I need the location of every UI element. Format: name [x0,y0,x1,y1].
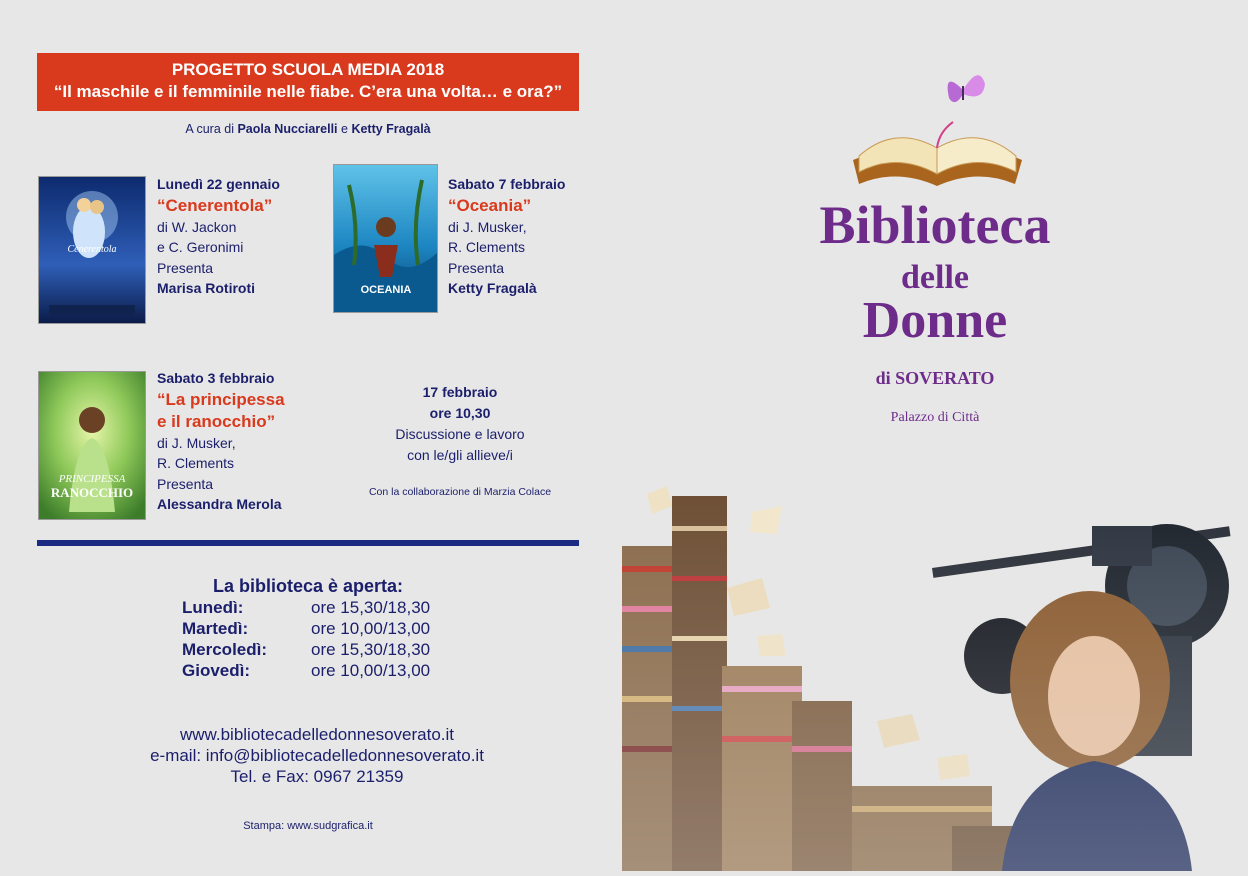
event-presenter: Alessandra Merola [157,496,282,512]
library-title-line2: delle [901,259,969,296]
poster-oceania-art [334,165,437,312]
contact-block [37,724,597,787]
curators-prefix: A cura di [185,122,238,136]
poster-oceania-label: OCEANIA [360,284,412,296]
hours-title: La biblioteca è aperta: [212,576,404,596]
hours-day: Martedì: [182,619,249,638]
discussion-date: 17 febbraio [422,384,498,400]
collage-image [622,486,1248,871]
phone-number: Tel. e Fax: 0967 21359 [230,767,404,786]
discussion-block [360,382,560,466]
email-link[interactable]: e-mail: info@bibliotecadelledonnesoverato.it [150,746,484,765]
hours-time: ore 15,30/18,30 [311,598,431,617]
poster-cenerentola-label: Cenerentola [67,244,117,255]
collaboration-note: Con la collaborazione di Marzia Colace [368,486,552,498]
book-icon [845,52,1030,192]
curator-name-2: Ketty Fragalà [351,122,431,136]
hours-row [182,597,482,618]
event-title: e il ranocchio” [157,411,276,431]
event-presents: Presenta [157,475,214,492]
curator-name-1: Paola Nucciarelli [237,122,338,136]
discussion-time: ore 10,30 [429,405,491,421]
hours-day: Mercoledì: [182,640,268,659]
poster-cenerentola [38,176,146,324]
library-city: di SOVERATO [875,368,995,388]
event-title: “Cenerentola” [157,195,273,215]
poster-principessa-label-2: RANOCCHIO [50,485,134,500]
banner-subtitle: “Il maschile e il femminile nelle fiabe. C’era una volta… e ora?” [53,82,563,101]
hours-time: ore 10,00/13,00 [311,619,431,638]
open-book-butterfly-logo [845,52,1030,192]
event-credit: e C. Geronimi [157,239,244,255]
website-link[interactable]: www.bibliotecadelledonnesoverato.it [179,725,455,744]
hours-row [182,660,482,681]
curators-line [37,122,579,136]
event-principessa [157,368,285,515]
event-title: “Oceania” [448,195,532,215]
printer-credit: Stampa: www.sudgrafica.it [243,820,373,832]
poster-principessa-art [39,372,145,519]
hours-row [182,639,482,660]
event-date: Sabato 3 febbraio [157,370,275,386]
project-banner [37,53,579,111]
event-presents: Presenta [448,259,505,276]
event-credit: R. Clements [157,455,235,471]
library-title-line1: Biblioteca [819,195,1051,255]
books-camera-collage [622,486,1248,871]
hours-day: Giovedì: [182,661,251,680]
event-date: Lunedì 22 gennaio [157,176,280,192]
event-date: Sabato 7 febbraio [448,176,566,192]
poster-principessa [38,371,146,520]
event-title: “La principessa [157,389,285,409]
poster-principessa-label-1: PRINCIPESSA [58,473,126,485]
butterfly-icon [948,75,985,102]
event-credit: R. Clements [448,239,526,255]
discussion-line: Discussione e lavoro [395,426,525,442]
curators-joiner: e [337,122,352,136]
event-presents: Presenta [157,259,214,276]
event-oceania [448,174,565,299]
banner-title: PROGETTO SCUOLA MEDIA 2018 [171,60,445,79]
divider-rule [37,540,579,546]
library-title-line3: Donne [862,292,1008,349]
poster-cenerentola-art [39,177,145,323]
event-presenter: Ketty Fragalà [448,280,537,296]
poster-oceania [333,164,438,313]
event-credit: di W. Jackon [157,218,237,235]
hours-row [182,618,482,639]
event-presenter: Marisa Rotiroti [157,280,256,296]
hours-time: ore 10,00/13,00 [311,661,431,680]
event-credit: di J. Musker, [157,434,236,451]
hours-day: Lunedì: [182,598,244,617]
discussion-line: con le/gli allieve/i [407,447,513,463]
event-cenerentola [157,174,280,299]
library-venue: Palazzo di Città [890,410,980,425]
hours-time: ore 15,30/18,30 [311,640,431,659]
event-credit: di J. Musker, [448,218,527,235]
